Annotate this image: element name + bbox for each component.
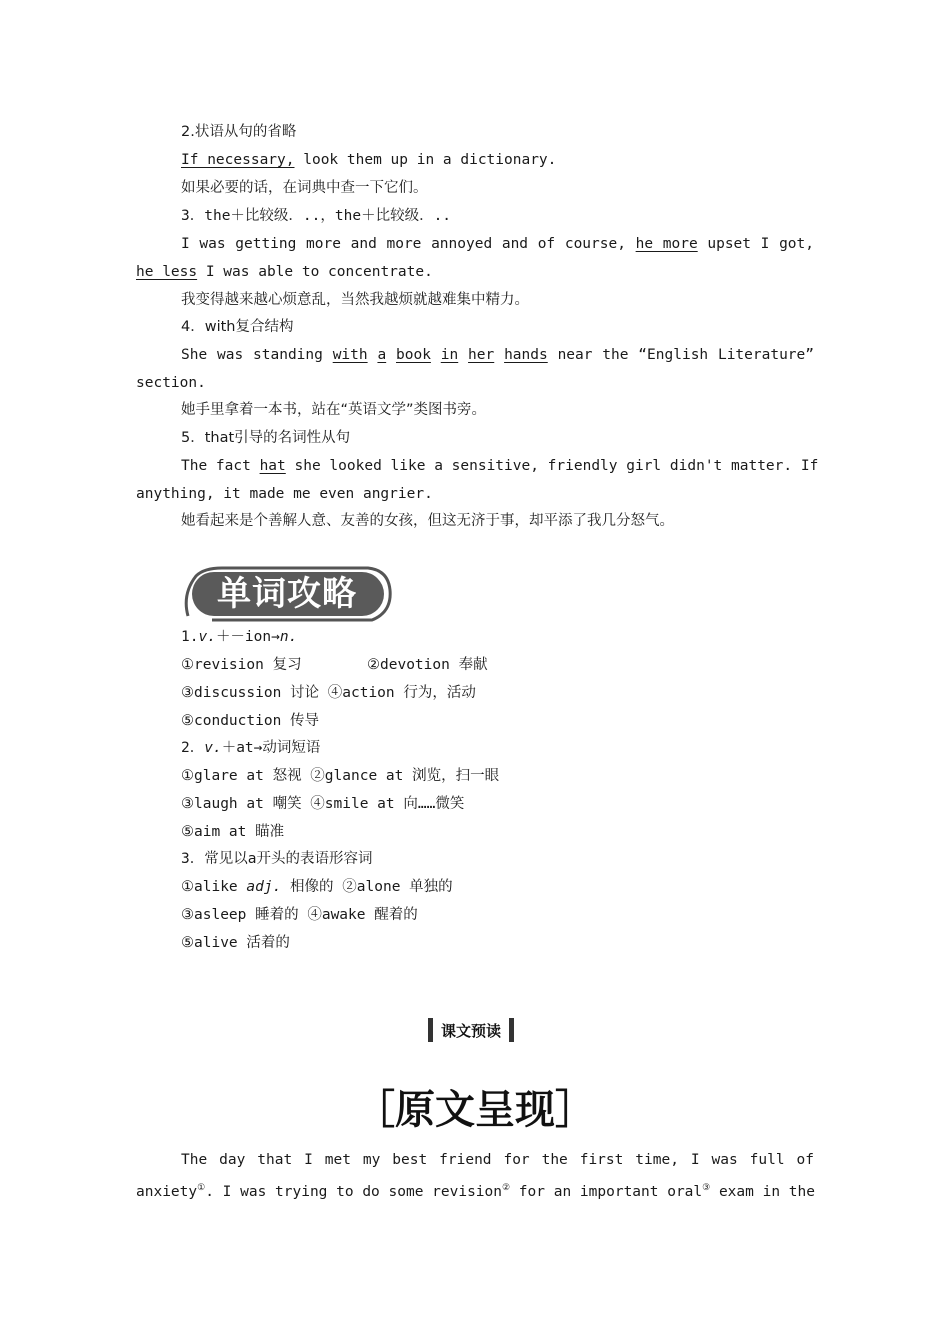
vocab-entry: ②devotion 奉献 [367, 657, 488, 673]
example-text: I was able to concentrate. [205, 264, 433, 280]
example-text: She was standing [181, 347, 323, 363]
part-of-speech: adj. [246, 879, 282, 895]
grammar-item-5-title: 5．that引导的名词性从句 [181, 430, 351, 446]
grammar-item-4-example-line2: section. [136, 375, 206, 391]
section-tag [428, 1016, 514, 1044]
underlined-word: a [377, 347, 387, 363]
footnote-marker: ① [197, 1183, 206, 1193]
grammar-item-5-example-line1 [181, 452, 819, 480]
passage-text: anxiety [136, 1184, 198, 1200]
title-rule: ＋－ion→ [215, 629, 280, 645]
tag-bar-left [428, 1018, 433, 1042]
grammar-item-3-title: 3．the＋比较级．..，the＋比较级．.. [181, 208, 452, 224]
passage-title: ［原文呈现］ [355, 1086, 595, 1133]
grammar-item-3-example-line2 [136, 258, 814, 286]
example-text: near the “English Literature” [557, 347, 814, 363]
example-text: she looked like a sensitive, friendly girl didn't matter. If [294, 458, 819, 474]
vocab-group-2-row-1: ①glare at 怒视 ②glance at 浏览，扫一眼 [181, 768, 500, 784]
example-text: look them up in a dictionary. [303, 152, 557, 168]
underlined-word: her [468, 347, 495, 363]
title-pos: v. [204, 740, 222, 756]
vocab-entry: ①alike [181, 879, 238, 895]
title-rule: ＋at→动词短语 [221, 740, 321, 756]
example-text: I was getting more and more annoyed and of course, [181, 236, 626, 252]
passage-line-1: The day that I met my best friend for the first time, I was full of [181, 1152, 814, 1168]
footnote-marker: ③ [702, 1183, 711, 1193]
banner-title: 单词攻略 [217, 574, 357, 614]
underlined-phrase: he less [136, 264, 198, 280]
underlined-word: book [396, 347, 431, 363]
vocab-entry: ①revision 复习 [181, 657, 302, 673]
underlined-word: hat [259, 458, 286, 474]
title-pos: n. [279, 629, 298, 645]
vocab-group-3-title: 3．常见以a开头的表语形容词 [181, 851, 373, 867]
grammar-item-2-title: 2.状语从句的省略 [181, 124, 297, 140]
vocabulary-banner [182, 566, 392, 622]
passage-text: exam in the [710, 1184, 815, 1200]
underlined-word: with [332, 347, 368, 363]
tag-bar-right [509, 1018, 514, 1042]
grammar-item-4-example-line1 [181, 341, 814, 369]
passage-line-2 [136, 1174, 814, 1206]
footnote-marker: ② [502, 1183, 511, 1193]
grammar-item-2-example [181, 146, 814, 174]
underlined-word: in [440, 347, 459, 363]
vocab-group-2-row-2: ③laugh at 嘲笑 ④smile at 向……微笑 [181, 796, 465, 812]
vocab-group-3-row-1 [181, 873, 814, 901]
vocab-group-3-row-3: ⑤alive 活着的 [181, 935, 290, 951]
grammar-item-5-example-line2: anything, it made me even angrier. [136, 486, 433, 502]
underlined-phrase: he more [635, 236, 698, 252]
passage-text: for an important oral [510, 1184, 703, 1200]
underlined-word: hands [504, 347, 548, 363]
vocab-group-2-row-3: ⑤aim at 瞄准 [181, 824, 285, 840]
passage-text: . I was trying to do some revision [205, 1184, 502, 1200]
grammar-item-5-translation: 她看起来是个善解人意、友善的女孩，但这无济于事，却平添了我几分怒气。 [181, 513, 674, 529]
grammar-item-4-translation: 她手里拿着一本书，站在“英语文学”类图书旁。 [181, 402, 487, 418]
vocab-group-1-row-1 [181, 651, 814, 679]
vocab-entry: 相像的 ②alone 单独的 [290, 879, 453, 895]
title-number: 1. [181, 629, 199, 645]
title-pos: v. [198, 629, 216, 645]
example-text: The fact [181, 458, 251, 474]
vocab-group-3-row-2: ③asleep 睡着的 ④awake 醒着的 [181, 907, 418, 923]
example-text: upset I got, [707, 236, 814, 252]
grammar-item-2-translation: 如果必要的话，在词典中查一下它们。 [181, 180, 428, 196]
vocab-group-1-row-3: ⑤conduction 传导 [181, 713, 320, 729]
underlined-phrase: If necessary, [181, 152, 295, 168]
grammar-item-4-title: 4．with复合结构 [181, 319, 294, 335]
title-number: 2． [181, 740, 205, 756]
vocab-group-1-row-2: ③discussion 讨论 ④action 行为，活动 [181, 685, 476, 701]
vocab-group-1-title [181, 623, 814, 651]
grammar-item-3-translation: 我变得越来越心烦意乱，当然我越烦就越难集中精力。 [181, 292, 529, 308]
grammar-item-3-example-line1 [181, 230, 814, 258]
vocab-group-2-title [181, 734, 814, 762]
section-tag-label: 课文预读 [441, 1021, 502, 1040]
